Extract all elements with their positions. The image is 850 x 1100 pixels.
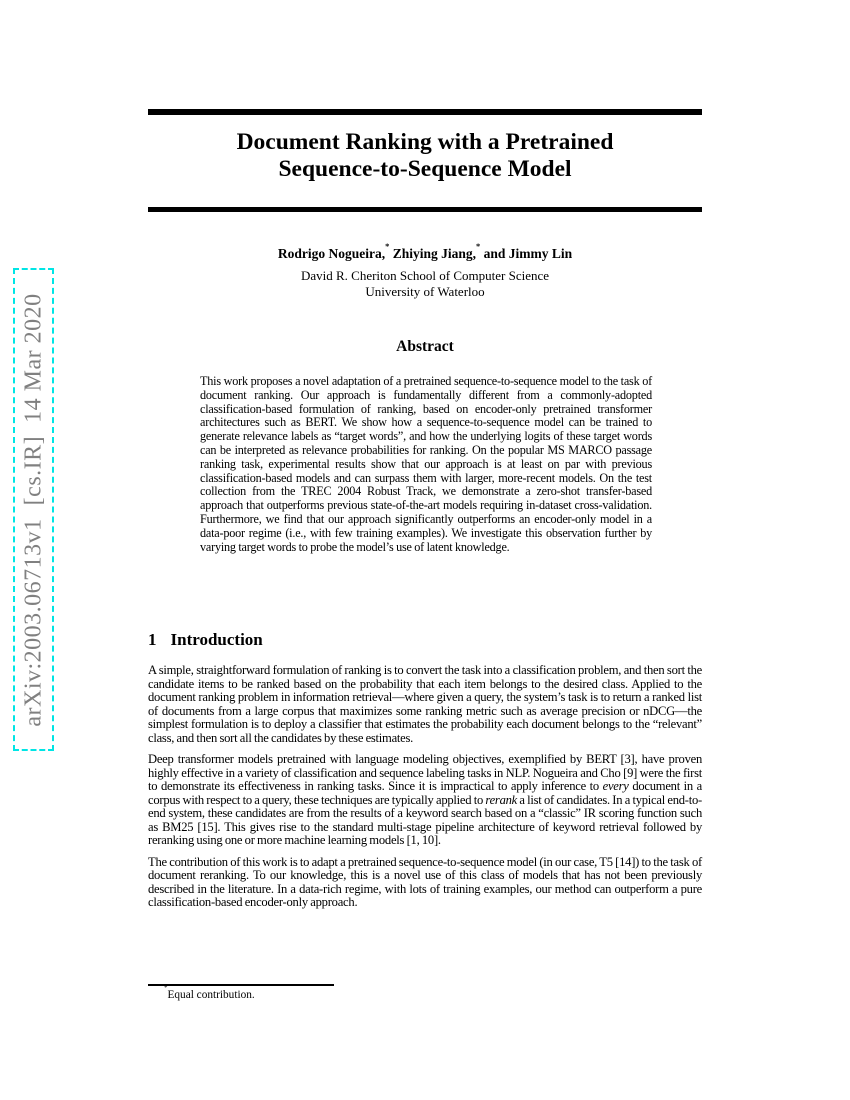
- intro-paragraph-3: The contribution of this work is to adapt a pretrained sequence-to-sequence model (in our case, T5 [14]) to the task of document reranking. To our knowledge, this is a novel use of this class of models that has not been previously described in the literature. In a data-rich regime, with lots of training examples, our method can outperform a pure classification-based encoder-only approach.: [148, 854, 702, 909]
- paper-title: [148, 129, 702, 183]
- text-run: Deep transformer models pretrained with language modeling objectives, exemplified by BERT [3], have proven highly effective in a variety of classification and sequence labeling tasks in NLP. Nogueira and Cho [9] were the first to demonstrate its effectiveness in ranking tasks. Since it is impractical to apply inference to: [148, 752, 702, 793]
- footnote: [148, 984, 702, 1001]
- italic-word-every: every: [602, 779, 629, 793]
- abstract-heading: Abstract: [396, 338, 454, 355]
- section-number: 1: [148, 630, 157, 649]
- arxiv-stamp-box: [13, 268, 54, 751]
- introduction-body: [148, 664, 702, 918]
- text-run: document in a corpus with respect to a query, these techniques are typically applied to: [148, 779, 702, 807]
- author-1-footnote-mark: *: [385, 241, 390, 251]
- footnote-mark: *: [164, 984, 168, 993]
- footnote-text: Equal contribution.: [167, 989, 255, 1001]
- author-3: and Jimmy Lin: [483, 246, 573, 261]
- affiliation-school: David R. Cheriton School of Computer Science: [300, 268, 550, 283]
- footnote-rule: [148, 984, 334, 986]
- text-run: a list of candidates. In a typical end-to-end system, these candidates are from the results of a keyword search based on a “classic” IR scoring function such as BM25 [15]. This gives rise to the standard multi-stage pipeline architecture of keyword retrieval followed by reranking using one or more machine learning models [1, 10].: [148, 792, 702, 847]
- affiliation-university: University of Waterloo: [365, 284, 485, 299]
- author-2-footnote-mark: *: [476, 241, 481, 251]
- abstract-text: This work proposes a novel adaptation of a pretrained sequence-to-sequence model to the task of document ranking. Our approach is fundamentally different from a commonly-adopted classification-based formulation of ranking, based on encoder-only pretrained transformer architectures such as BERT. We show how a sequence-to-sequence model can be trained to generate relevance labels as “target words”, and how the underlying logits of these target words can be interpreted as relevance probabilities for ranking. On the popular MS MARCO passage ranking task, experimental results show that our approach is at least on par with previous classification-based models and can surpass them with larger, more-recent models. On the test collection from the TREC 2004 Robust Track, we demonstrate a zero-shot transfer-based approach that outperforms previous state-of-the-art models requiring in-dataset cross-validation. Furthermore, we find that our approach significantly outperforms an encoder-only model in a data-poor regime (i.e., with few training examples). We investigate this observation further by varying target words to probe the model’s use of latent knowledge.: [200, 374, 652, 554]
- arxiv-stamp-text: arXiv:2003.06713v1 [cs.IR] 14 Mar 2020: [20, 292, 46, 727]
- paper-title-line1: Document Ranking with a Pretrained: [236, 129, 614, 155]
- author-names: [148, 241, 702, 262]
- title-rule-bottom: [148, 207, 702, 212]
- intro-paragraph-2: [148, 753, 702, 848]
- section-heading-introduction: [148, 630, 702, 650]
- author-2: Zhiying Jiang,: [392, 246, 476, 261]
- author-block: [148, 241, 702, 300]
- italic-word-rerank: rerank: [485, 792, 518, 807]
- title-rule-top: [148, 109, 702, 115]
- intro-paragraph-1: A simple, straightforward formulation of ranking is to convert the task into a classification problem, and then sort the candidate items to be ranked based on the probability that each item belongs to the desired class. Applied to the document ranking problem in information retrieval—where given a query, the system’s task is to return a ranked list of documents from a large corpus that maximizes some ranking metric such as average precision or nDCG—the simplest formulation is to deploy a classifier that estimates the probability each document belongs to the “relevant” class, and then sort all the candidates by these estimates.: [148, 663, 702, 745]
- paper-title-line2: Sequence-to-Sequence Model: [278, 156, 572, 182]
- section-title: Introduction: [170, 630, 263, 649]
- author-1: Rodrigo Nogueira,: [277, 246, 386, 261]
